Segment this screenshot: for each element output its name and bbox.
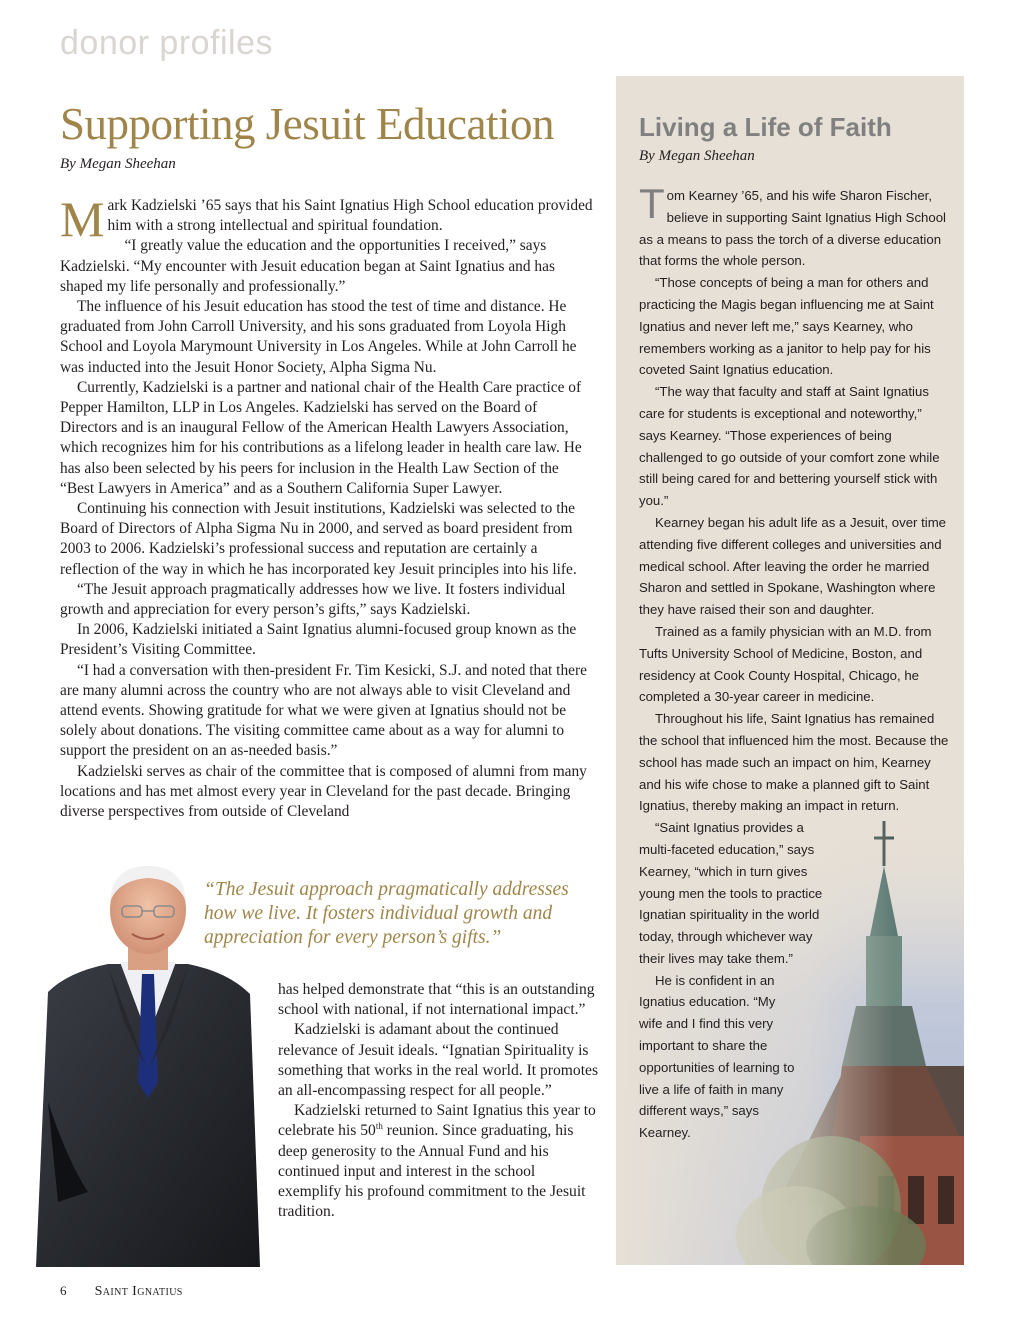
sidebar-body: [639, 180, 949, 1144]
article-title: Supporting Jesuit Education: [60, 99, 554, 149]
article-paragraph: The influence of his Jesuit education has stood the test of time and distance. He graduated from John Carroll University, and his sons graduated from Loyola High School and Loyola Marymount University in Los Angeles. While at John Carroll he was inducted into the Jesuit Honor Society, Alpha Sigma Nu.: [60, 298, 577, 376]
sidebar-paragraph: Trained as a family physician with an M.D. from Tufts University School of Medicine, Boston, and residency at Cook County Hospital, Chicago, he completed a 30-year career in medicine.: [639, 623, 932, 705]
sidebar-paragraph: He is confident in an Ignatius education. “My wife and I find this very important to share the opportunities of learning to live a life of faith in many different ways,” says Kearney.: [639, 972, 795, 1141]
publication-name: Saint Ignatius: [94, 1284, 183, 1299]
pull-quote: “The Jesuit approach pragmatically addresses how we live. It fosters individual growth and appreciation for every person’s gifts.”: [204, 879, 569, 948]
section-label: donor profiles: [60, 24, 274, 62]
sidebar-paragraph: “Those concepts of being a man for others and practicing the Magis began influencing me at Saint Ignatius and never left me,” says Kearney, who remembers working as a janitor to help pay for his coveted Saint Ignatius education.: [639, 275, 934, 378]
sidebar-paragraph: Kearney began his adult life as a Jesuit, over time attending five different colleges and universities and medical school. After leaving the order he married Sharon and settled in Spokane, Washington where they have raised their son and daughter.: [639, 514, 947, 618]
article-paragraph: Mark Kadzielski ’65 says that his Saint Ignatius High School education provided him with a strong intellectual and spiritual foundation.: [60, 191, 593, 247]
drop-cap: M: [60, 191, 105, 247]
sidebar-paragraph: “The way that faculty and staff at Saint Ignatius care for students is exceptional and noteworthy,” says Kearney. “Those experiences of being challenged to go outside of your comfort zone while still being cared for and bettering yourself stick with you.”: [639, 384, 940, 509]
page-number: 6: [60, 1283, 67, 1298]
article-paragraph: has helped demonstrate that “this is an outstanding school with national, if not international impact.”: [278, 981, 595, 1019]
sidebar-title: Living a Life of Faith: [639, 112, 892, 142]
article-body-continued: [278, 980, 600, 1222]
article-paragraph: Continuing his connection with Jesuit institutions, Kadzielski was selected to the Board of Directors of Alpha Sigma Nu in 2000, and served as board president from 2003 to 2006. Kadzielski’s professional success and reputation are certainly a reflection of the way in which he has incorporated key Jesuit principles into his life.: [60, 500, 577, 578]
article-paragraph: “I greatly value the education and the opportunities I received,” says Kadzielski. “My encounter with Jesuit education began at Saint Ignatius and has shaped my life personally and professionally.”: [60, 237, 555, 295]
sidebar-paragraph: Throughout his life, Saint Ignatius has remained the school that influenced him the most. Because the school has made such an impact on him, Kearney and his wife chose to make a planned gift to Saint Ignatius, thereby making an impact in return.: [639, 711, 949, 814]
article-paragraph: “I had a conversation with then-president Fr. Tim Kesicki, S.J. and noted that there are many alumni across the country who are not always able to visit Cleveland and attend events. Showing gratitude for what we were given at Ignatius should not be solely about donations. The visiting committee came about as a way for alumni to support the president on an as-needed basis.”: [60, 661, 587, 760]
page-footer: [60, 1283, 183, 1300]
article-paragraph: Kadzielski is adamant about the continued relevance of Jesuit ideals. “Ignatian Spirituality is something that works in the real world. It promotes an all-encompassing respect for all people.”: [278, 1021, 599, 1100]
sidebar-paragraph: Tom Kearney ’65, and his wife Sharon Fischer, believe in supporting Saint Ignatius High School as a means to pass the torch of a diverse education that forms the whole person.: [639, 180, 946, 269]
article-body: [60, 191, 596, 822]
article-paragraph: Kadzielski serves as chair of the committee that is composed of alumni from many locations and has met almost every year in Cleveland for the past decade. Bringing diverse perspectives from outside of Cleveland: [60, 762, 587, 821]
article-paragraph: Currently, Kadzielski is a partner and national chair of the Health Care practice of Pepper Hamilton, LLP in Los Angeles. Kadzielski has served on the Board of Directors and is an inaugural Fellow of the American Health Lawyers Association, which recognizes him for his contributions as a lifelong leader in health care law. He has also been selected by his peers for inclusion in the Health Law Section of the “Best Lawyers in America” and as a Southern California Super Lawyer.: [60, 378, 582, 497]
article-paragraph: Kadzielski returned to Saint Ignatius this year to celebrate his 50th reunion. Since graduating, his deep generosity to the Annual Fund and his continued input and interest in the school exemplify his profound commitment to the Jesuit tradition.: [278, 1102, 596, 1221]
article-byline: By Megan Sheehan: [60, 156, 176, 172]
article-paragraph: “The Jesuit approach pragmatically addresses how we live. It fosters individual growth and appreciation for every person’s gifts,” says Kadzielski.: [60, 580, 566, 619]
article-paragraph: In 2006, Kadzielski initiated a Saint Ignatius alumni-focused group known as the President’s Visiting Committee.: [60, 621, 577, 659]
drop-cap: T: [639, 180, 665, 227]
sidebar-byline: By Megan Sheehan: [639, 148, 755, 164]
sidebar-paragraph: “Saint Ignatius provides a multi-faceted education,” says Kearney, “which in turn gives young men the tools to practice Ignatian spirituality in the world today, through whichever way their lives may take them.”: [639, 820, 823, 966]
